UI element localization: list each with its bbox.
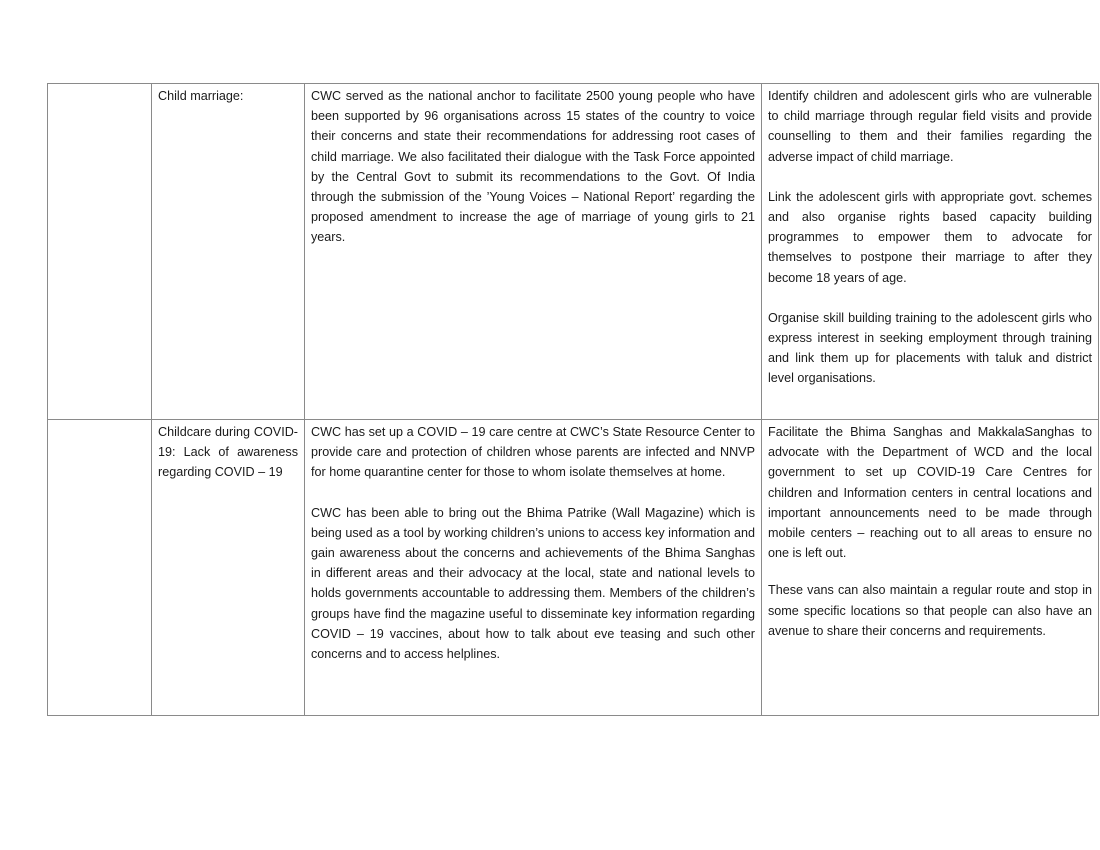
plan-paragraph: Identify children and adolescent girls who are vulnerable to child marriage through regular field visits and provide counselling to them and their families regarding the adverse impact of child marriage. <box>768 89 1092 164</box>
work-done-cell <box>305 420 762 716</box>
work-done-cell <box>305 84 762 420</box>
table-row-child-marriage <box>48 84 1099 420</box>
issue-cell <box>152 84 305 420</box>
work-paragraph: CWC served as the national anchor to facilitate 2500 young people who have been supported by 96 organisations across 15 states of the country to voice their concerns and state their recommendations for addressing root cases of child marriage. We also facilitated their dialogue with the Task Force appointed by the Central Govt to submit its recommendations to the Govt. Of India through the submission of the ’Young Voices – National Report’ regarding the proposed amendment to increase the age of marriage of young girls to 21 years. <box>311 89 755 245</box>
plan-paragraph: Link the adolescent girls with appropriate govt. schemes and also organise rights based capacity building programmes to empower them to advocate for themselves to postpone their marriage to after they become 18 years of age. <box>768 189 1092 285</box>
plan-paragraph: These vans can also maintain a regular route and stop in some specific locations so that people can also have an avenue to share their concerns and requirements. <box>768 583 1092 638</box>
planned-actions-cell <box>762 420 1099 716</box>
work-paragraph: CWC has set up a COVID – 19 care centre at CWC’s State Resource Center to provide care and protection of children whose parents are infected and NNVP for home quarantine center for those to whom isolate themselves at home. <box>311 425 755 480</box>
blank-cell <box>48 420 152 716</box>
activities-table <box>47 83 1099 716</box>
plan-paragraph: Organise skill building training to the adolescent girls who express interest in seeking employment through training and link them up for placements with taluk and district level organisations. <box>768 310 1092 386</box>
issue-cell <box>152 420 305 716</box>
blank-cell <box>48 84 152 420</box>
plan-paragraph: Facilitate the Bhima Sanghas and MakkalaSanghas to advocate with the Department of WCD and the local government to set up COVID-19 Care Centres for children and Information centers in central locations and important announcements need to be made through mobile centers – reaching out to all areas to ensure no one is left out. <box>768 425 1092 561</box>
table-row-childcare-covid <box>48 420 1099 716</box>
work-paragraph: CWC has been able to bring out the Bhima Patrike (Wall Magazine) which is being used as a tool by working children’s unions to access key information and gain awareness about the concerns and achievements of the Bhima Sanghas in different areas and their advocacy at the local, state and national levels to holds governments accountable to addressing them. Members of the children’s groups have find the magazine useful to disseminate key information regarding COVID – 19 vaccines, about how to talk about eve teasing and such other concerns and to access helplines. <box>311 505 755 662</box>
planned-actions-cell <box>762 84 1099 420</box>
issue-text: Child marriage: <box>158 89 244 103</box>
issue-text: Childcare during COVID-19: Lack of awareness regarding COVID – 19 <box>158 425 298 480</box>
